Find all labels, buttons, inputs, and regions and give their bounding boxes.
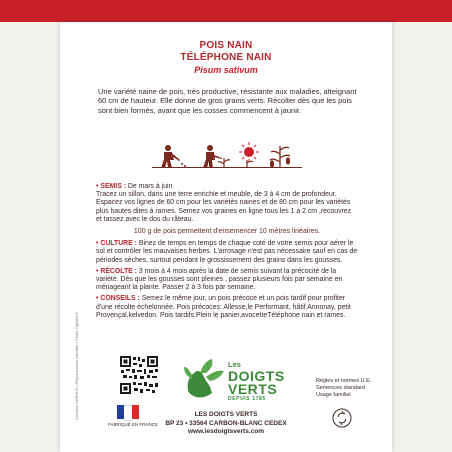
brand-name-line-3: VERTS bbox=[228, 381, 278, 397]
semis-label: SEMIS : bbox=[100, 183, 126, 190]
sun-icon bbox=[239, 142, 259, 168]
semis-bullet: • bbox=[96, 183, 99, 190]
company-address bbox=[0, 411, 452, 437]
recycle-icon bbox=[332, 408, 352, 428]
title-line-2: TÉLÉPHONE NAIN bbox=[180, 52, 272, 63]
culture-text: Binez de temps en temps de chaque coté de votre semis pour aérer le sol et contrôler les mauvaises herbes. L'arrosage n'est pas nécessaire sauf en cas de périodes sèches, surtout pendant le grossissement des grains dans les gousses. bbox=[96, 240, 358, 264]
qr-code[interactable] bbox=[119, 355, 159, 395]
brand-logo[interactable] bbox=[182, 355, 292, 403]
growth-stages bbox=[152, 140, 302, 180]
growing-plant-person-icon bbox=[203, 145, 230, 168]
regulation-info bbox=[316, 378, 386, 399]
top-red-band bbox=[0, 0, 452, 22]
rules-line-1: Règles et normes U.E. bbox=[316, 378, 372, 384]
brand-tagline: DEPUIS 1785 bbox=[228, 396, 266, 402]
title-line-1: POIS NAIN bbox=[199, 40, 253, 51]
conseils-bullet: • bbox=[96, 295, 99, 303]
hand-sprout-icon bbox=[182, 355, 226, 403]
address-website[interactable]: www.lesdoigtsverts.com bbox=[188, 428, 264, 435]
address-company: LES DOIGTS VERTS bbox=[194, 411, 258, 418]
vertical-credit: Création DEBAUX • Reproduction interdite • Photo Ogilabs® bbox=[74, 310, 79, 420]
recolte-text: 3 mois à 4 mois après la date de semis suivant la précocité de la variété. Dès que les gousses sont pleines , passez plusieurs fois par semaine en ménageant la plante. Passer 2 à 3 fois par semaine. bbox=[96, 267, 343, 292]
address-street: BP 23 • 33564 CARBON-BLANC CEDEX bbox=[165, 419, 287, 427]
semis-details: Tracez un sillon, dans une terre enrichie et meuble, de 3 à 4 cm de profondeur. Espacez vos lignes de 60 cm pour les variétés naines et de 80 cm pour les variétés plus hautes dites à rames. Semez vos graines en ligne tous les 1 à 2 cm ,recouvrez et tassez avec le dos du râteau. bbox=[96, 191, 352, 223]
intro-text: Une variété naine de pois, très productive, résistante aux maladies, atteignant 60 cm de hauteur. Elle donne de gros grains verts. Récolter dès que les pois sont bien formés, avant que les cosses commencent à jaunir. bbox=[98, 87, 357, 115]
brand-name-line-2: DOIGTS bbox=[228, 368, 285, 384]
recolte-section bbox=[96, 268, 358, 293]
growth-stages-graphic bbox=[152, 140, 302, 180]
recolte-label: RÉCOLTE : bbox=[100, 267, 137, 275]
conseils-section bbox=[96, 295, 358, 320]
instructions bbox=[96, 183, 358, 323]
harvest-plant-icon bbox=[270, 146, 290, 168]
latin-name: Pisum sativum bbox=[194, 65, 258, 75]
product-title bbox=[0, 40, 452, 76]
qr-code-graphic bbox=[119, 355, 159, 395]
left-margin bbox=[0, 22, 60, 452]
brand-name-line-1: Les bbox=[228, 360, 241, 369]
conseils-label: CONSEILS : bbox=[100, 295, 140, 303]
made-in-france-label: FABRIQUÉ EN FRANCE bbox=[108, 422, 159, 427]
recolte-bullet: • bbox=[96, 267, 99, 275]
rules-line-3: Usage familial bbox=[316, 392, 351, 398]
culture-bullet: • bbox=[96, 240, 99, 248]
conseils-text: Semez le même jour, un pois précoce et un pois tardif pour profiter d'une récolte échelonnée. Pois précoces: Allesse,le Performant, hâtif Annonay, petit Provençal,kelvedon. Pois tardifs:Plein le panier,avocetteTéléphone nain et rames. bbox=[96, 295, 351, 319]
rules-line-2: Semences standard bbox=[316, 385, 365, 391]
semis-section bbox=[96, 183, 358, 224]
semis-note: 100 g de pois permettent d'ensemencer 10 mètres linéaires. bbox=[133, 228, 321, 236]
culture-section bbox=[96, 240, 358, 265]
right-margin bbox=[392, 22, 452, 452]
semis-period: De mars à juin bbox=[127, 183, 173, 190]
recycle-icon-graphic bbox=[332, 408, 352, 428]
ground-line bbox=[152, 167, 302, 168]
culture-label: CULTURE : bbox=[100, 240, 137, 248]
sowing-person-icon bbox=[161, 145, 186, 168]
